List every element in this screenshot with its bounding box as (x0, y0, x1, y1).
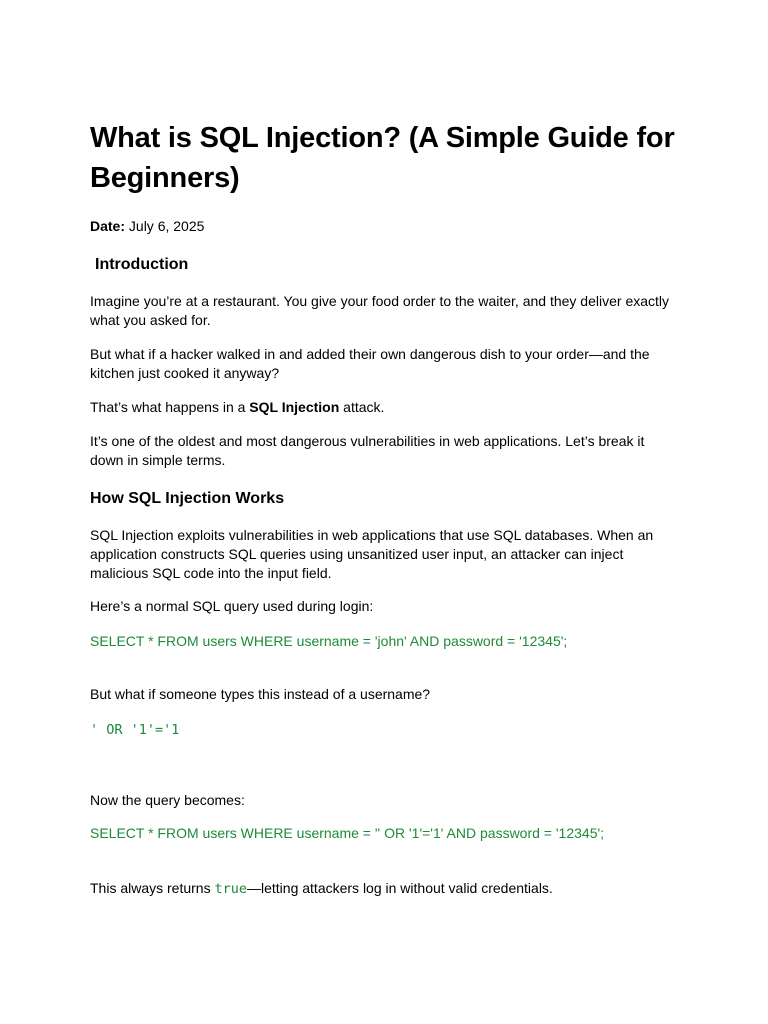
code-block-normal-query: SELECT * FROM users WHERE username = 'john' AND password = '12345'; (90, 633, 568, 649)
how-p5-text-before: This always returns (90, 880, 215, 896)
intro-p3-bold: SQL Injection (249, 399, 340, 415)
how-heading: How SQL Injection Works (90, 490, 285, 507)
how-paragraph-1: SQL Injection exploits vulnerabilities in web applications that use SQL databases. When an application constructs SQL queries using unsanitized user input, an attacker can inject malicious SQL code into the input field. (90, 527, 654, 581)
how-paragraph-5 (90, 879, 680, 899)
code-block-injection-input: ' OR '1'='1 (90, 722, 180, 738)
date-line (90, 217, 204, 235)
how-p5-text-after: —letting attackers log in without valid credentials. (247, 880, 553, 896)
intro-paragraph-1: Imagine you’re at a restaurant. You give your food order to the waiter, and they deliver exactly what you asked for. (90, 293, 670, 328)
how-paragraph-3: But what if someone types this instead of a username? (90, 686, 431, 702)
how-paragraph-2: Here’s a normal SQL query used during login: (90, 598, 374, 614)
date-label: Date: (90, 218, 126, 234)
intro-p3-text-before: That’s what happens in a (90, 399, 250, 415)
intro-paragraph-2: But what if a hacker walked in and added their own dangerous dish to your order—and the kitchen just cooked it anyway? (90, 346, 650, 381)
date-value: July 6, 2025 (128, 218, 205, 234)
intro-p3-text-after: attack. (339, 399, 385, 415)
inline-code-true: true (214, 881, 247, 897)
intro-heading: Introduction (95, 256, 189, 273)
intro-paragraph-3 (90, 398, 680, 417)
intro-paragraph-4: It’s one of the oldest and most dangerous vulnerabilities in web applications. Let’s break it down in simple terms. (90, 433, 645, 468)
how-paragraph-4: Now the query becomes: (90, 792, 245, 808)
page-title: What is SQL Injection? (A Simple Guide for Beginners) (90, 122, 675, 194)
code-block-injected-query: SELECT * FROM users WHERE username = '' OR '1'='1' AND password = '12345'; (90, 825, 605, 841)
